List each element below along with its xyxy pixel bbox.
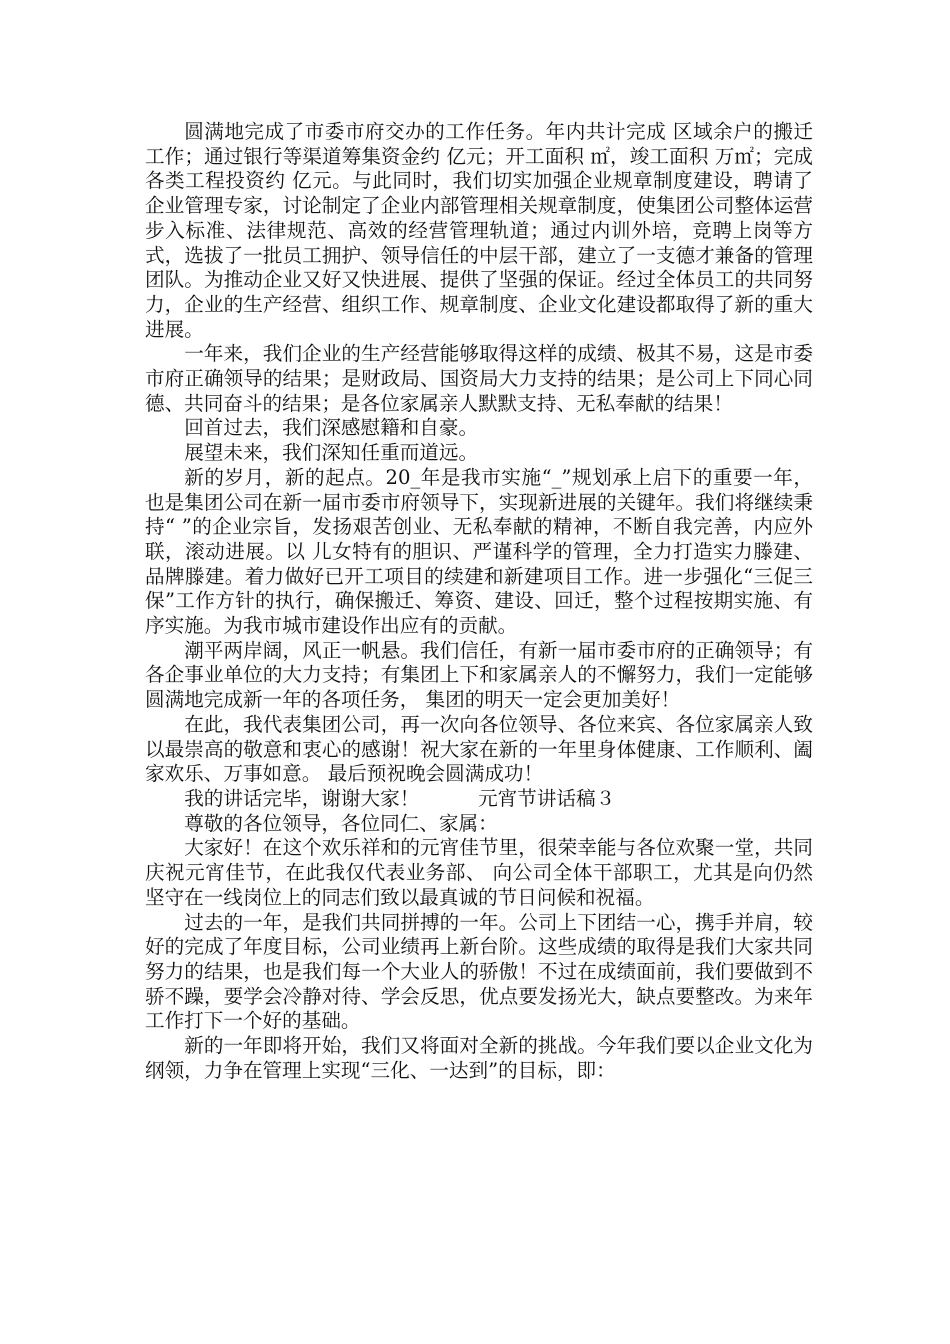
paragraph-3: 回首过去，我们深感慰籍和自豪。 [184, 416, 479, 440]
paragraph-12: 新的一年即将开始，我们又将面对全新的挑战。今年我们要以企业文化为纲领，力争在管理上实现“三化、一达到”的目标，即： [145, 1034, 813, 1082]
paragraph-4: 展望未来，我们深知任重而道远。 [184, 441, 479, 465]
document-page [145, 120, 813, 1083]
paragraph-10: 大家好！在这个欢乐祥和的元宵佳节里，很荣幸能与各位欢聚一堂，共同庆祝元宵佳节，在此我仅代表业务部、 向公司全体干部职工，尤其是向仍然坚守在一线岗位上的同志们致以最真诚的节日问候和祝福。 [145, 836, 813, 909]
paragraph-1: 圆满地完成了市委市府交办的工作任务。年内共计完成 区域余户的搬迁工作；通过银行等渠道筹集资金约 亿元；开工面积 ㎡，竣工面积 万㎡；完成各类工程投资约 亿元。与此同时，我们切实加强企业规章制度建设，聘请了企业管理专家，讨论制定了企业内部管理相关规章制度，使集团公司整体运营步入标准、法律规范、高效的经营管理轨道；通过内训外培，竞聘上岗等方式，选拔了一批员工拥护、领导信任的中层干部，建立了一支德才兼备的管理团队。为推动企业又好又快进展、提供了坚强的保证。经过全体员工的共同努力，企业的生产经营、组织工作、规章制度、企业文化建设都取得了新的重大进展。 [145, 120, 813, 341]
paragraph-6: 潮平两岸阔，风正一帆悬。我们信任，有新一届市委市府的正确领导；有各企事业单位的大力支持；有集团上下和家属亲人的不懈努力，我们一定能够圆满地完成新一年的各项任务， 集团的明天一定会更加美好！ [145, 638, 813, 712]
paragraph-7: 在此，我代表集团公司，再一次向各位领导、各位来宾、各位家属亲人致以最崇高的敬意和衷心的感谢！祝大家在新的一年里身体健康、工作顺利、阖家欢乐、万事如意。 最后预祝晚会圆满成功！ [145, 712, 813, 786]
paragraph-5: 新的岁月，新的起点。20_年是我市实施“_”规划承上启下的重要一年，也是集团公司在新一届市委市府领导下，实现新进展的关键年。我们将继续秉持“ ”的企业宗旨，发扬艰苦创业、无私奉献的精神，不断自我完善，内应外联，滚动进展。以 儿女特有的胆识、严谨科学的管理，全力打造实力滕建、品牌滕建。着力做好已开工项目的续建和新建项目工作。进一步强化“三促三保”工作方针的执行，确保搬迁、筹资、建设、回迁，整个过程按期实施、有序实施。为我市城市建设作出应有的贡献。 [145, 465, 813, 638]
paragraph-9: 尊敬的各位领导，各位同仁、家属： [184, 811, 498, 835]
paragraph-8: 我的讲话完毕，谢谢大家！ 元宵节讲话稿３ [184, 786, 616, 810]
paragraph-11: 过去的一年，是我们共同拼搏的一年。公司上下团结一心，携手并肩，较好的完成了年度目标，公司业绩再上新台阶。这些成绩的取得是我们大家共同努力的结果，也是我们每一个大业人的骄傲！不过在成绩面前，我们要做到不骄不躁，要学会冷静对待、学会反思，优点要发扬光大，缺点要整改。为来年工作打下一个好的基础。 [145, 910, 813, 1033]
paragraph-2: 一年来，我们企业的生产经营能够取得这样的成绩、极其不易，这是市委市府正确领导的结果；是财政局、国资局大力支持的结果；是公司上下同心同德、共同奋斗的结果；是各位家属亲人默默支持、无私奉献的结果！ [145, 342, 813, 415]
